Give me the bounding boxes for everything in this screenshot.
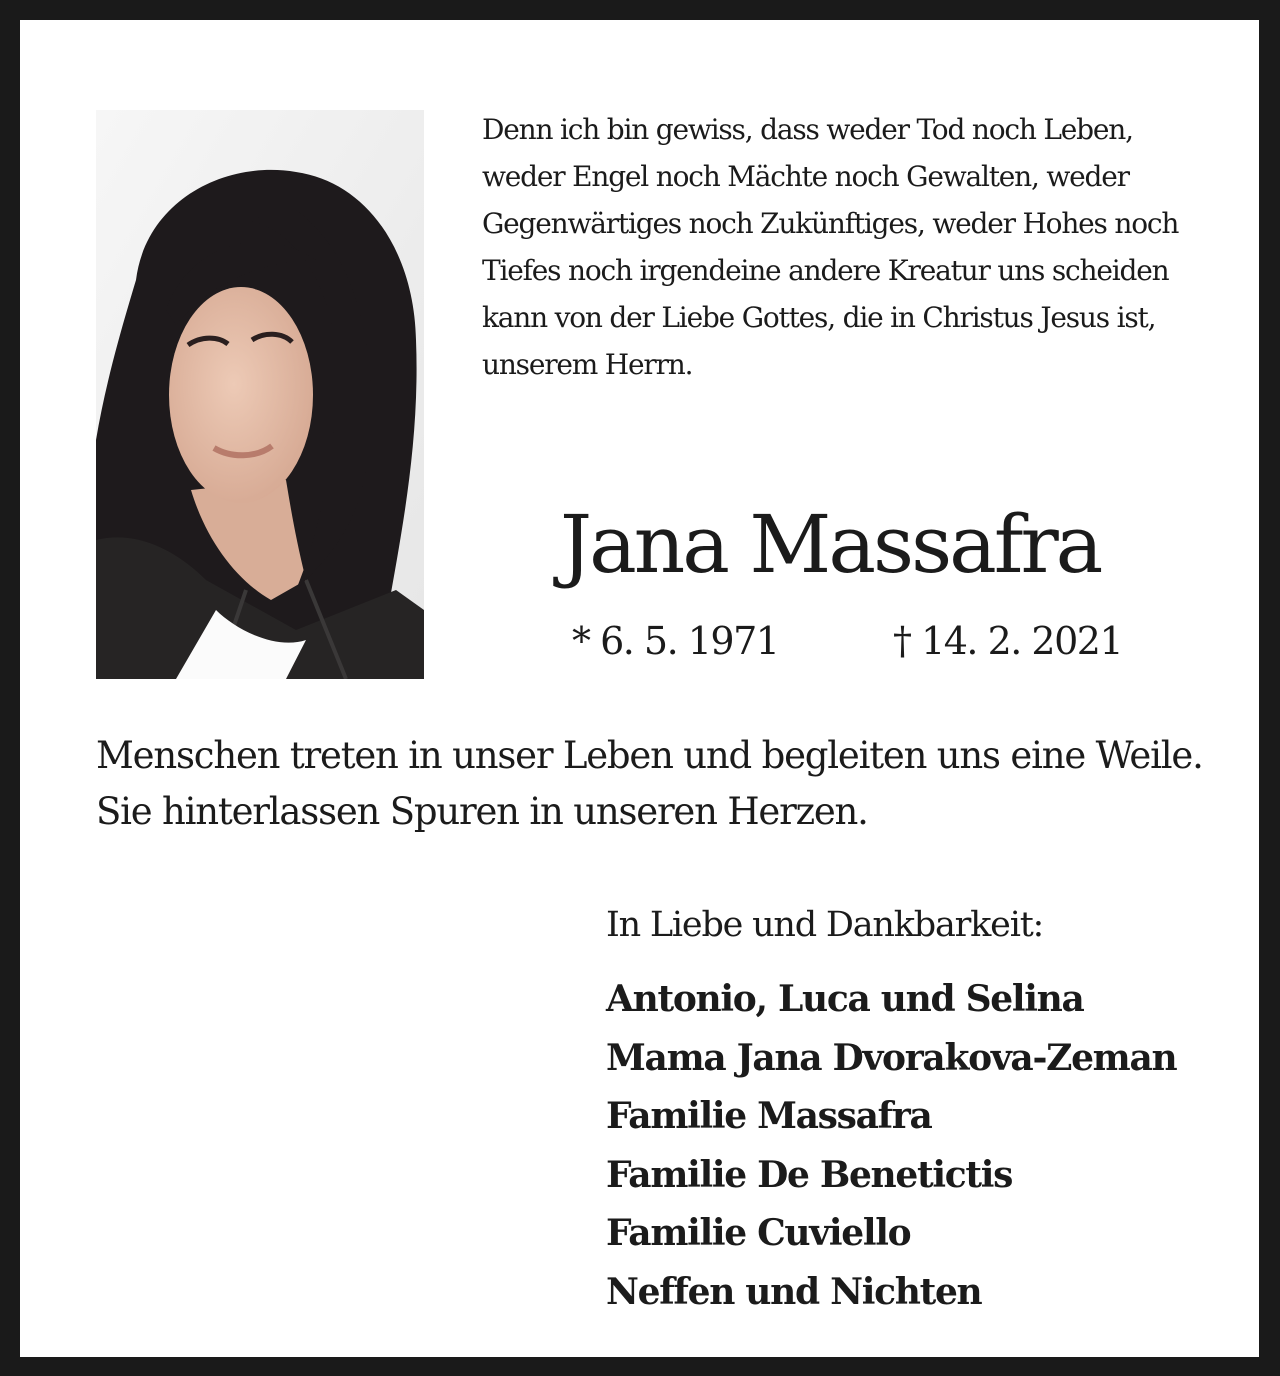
- poem-line: Menschen treten in unser Leben und begleiten uns eine Weile.: [96, 734, 1203, 777]
- bible-quote: [482, 106, 1242, 388]
- mourners-list: [606, 970, 1176, 1321]
- quote-line: Tiefes noch irgendeine andere Kreatur uns scheiden: [482, 254, 1169, 287]
- death-date: † 14. 2. 2021: [893, 619, 1123, 663]
- quote-line: weder Engel noch Mächte noch Gewalten, weder: [482, 160, 1129, 193]
- thanks-line: In Liebe und Dankbarkeit:: [606, 905, 1044, 945]
- portrait-photo: [96, 110, 424, 679]
- quote-line: Gegenwärtiges noch Zukünftiges, weder Hohes noch: [482, 207, 1179, 240]
- mourner-entry: Neffen und Nichten: [606, 1270, 982, 1313]
- quote-line: kann von der Liebe Gottes, die in Christus Jesus ist,: [482, 301, 1156, 334]
- birth-date: * 6. 5. 1971: [572, 619, 779, 663]
- poem-line: Sie hinterlassen Spuren in unseren Herzen.: [96, 790, 868, 833]
- mourner-entry: Antonio, Luca und Selina: [606, 978, 1084, 1020]
- mourner-entry: Familie Cuviello: [606, 1212, 911, 1254]
- mourner-entry: Familie Massafra: [606, 1095, 932, 1137]
- quote-line: unserem Herrn.: [482, 348, 693, 381]
- mourner-entry: Familie De Benetictis: [606, 1153, 1013, 1196]
- memorial-poem: [96, 728, 1246, 840]
- deceased-name: Jana Massafra: [560, 498, 1101, 591]
- quote-line: Denn ich bin gewiss, dass weder Tod noch Leben,: [482, 113, 1133, 146]
- mourner-entry: Mama Jana Dvorakova-Zeman: [606, 1036, 1177, 1079]
